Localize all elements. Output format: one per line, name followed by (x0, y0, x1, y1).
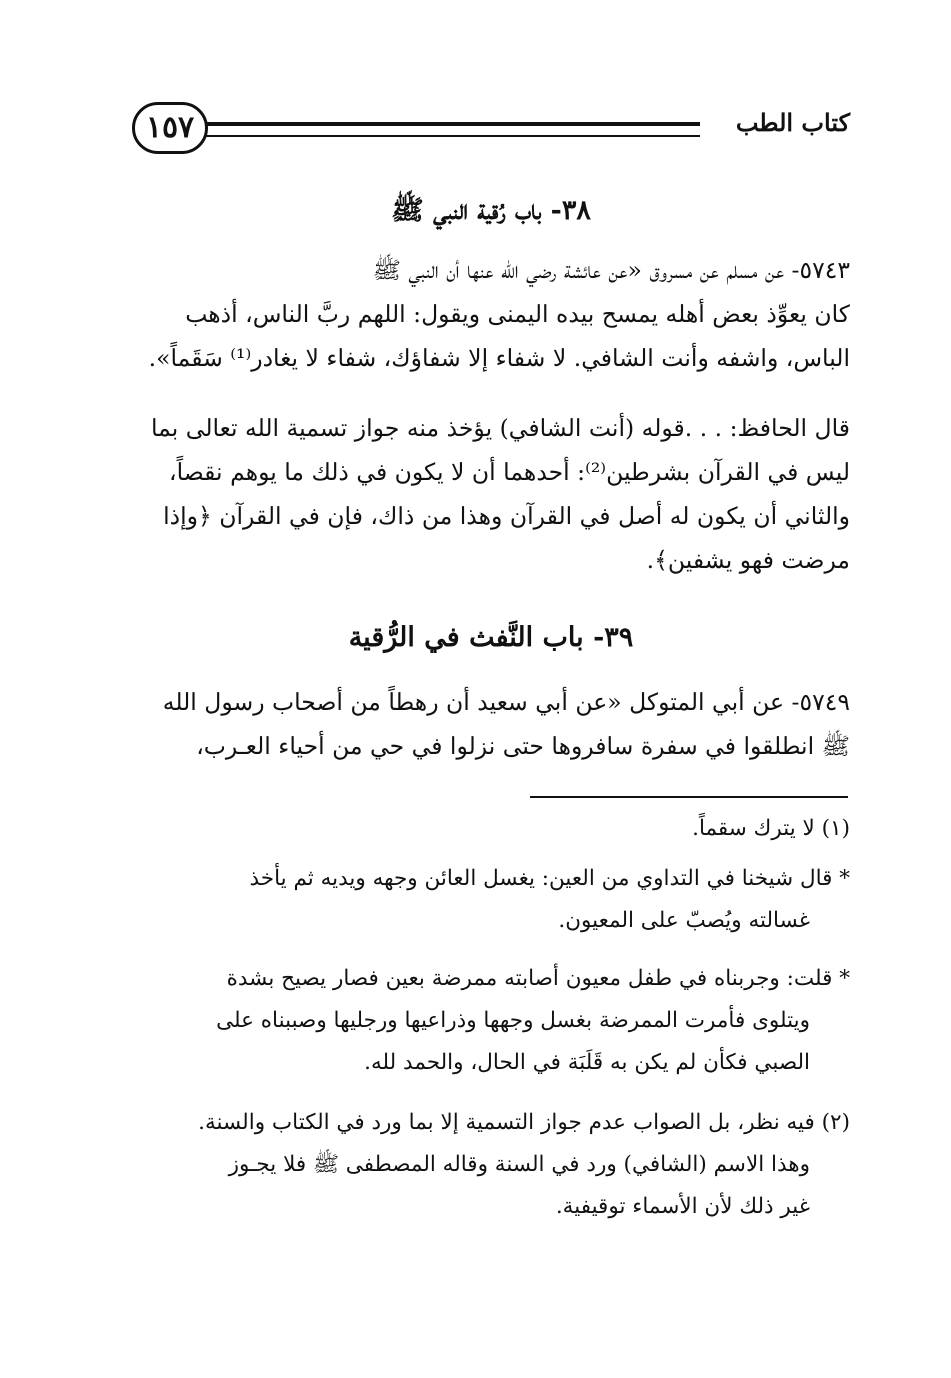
annotation-note (132, 958, 850, 1084)
text-line: كان يعوِّذ بعض أهله يمسح بيده اليمنى ويقول: اللهم ربَّ الناس، أذهب (185, 300, 850, 328)
book-title: كتاب الطب (735, 108, 850, 137)
text-line: ﷺ انطلقوا في سفرة سافروها حتى نزلوا في حي من أحياء العـرب، (196, 732, 850, 760)
footnote-line: غير ذلك لأن الأسماء توقيفية. (555, 1194, 810, 1219)
commentary-paragraph (132, 406, 850, 582)
annotation-note (132, 858, 850, 942)
text-line: ٥٧٤٩- عن أبي المتوكل «عن أبي سعيد أن رهطاً من أصحاب رسول الله (162, 688, 850, 716)
hadith-paragraph (132, 248, 850, 380)
chapter-heading: ٣٨- باب رُقية النبي ﷺ (391, 195, 591, 226)
text-line: قال الحافظ: . . .قوله (أنت الشافي) يؤخذ منه جواز تسمية الله تعالى بما (151, 414, 850, 442)
footnote-line: غسالته ويُصبّ على المعيون. (558, 908, 810, 933)
text-line: والثاني أن يكون له أصل في القرآن وهذا من ذاك، فإن في القرآن ﴿وإذا (163, 502, 850, 530)
text-line: ٥٧٤٣- عن مسلم عن مسروق «عن عائشة رضي الله عنها أن النبي ﷺ (372, 256, 850, 284)
header-double-rule (206, 122, 700, 137)
footnote-line: وهذا الاسم (الشافي) ورد في السنة وقاله المصطفى ﷺ فلا يجـوز (228, 1152, 810, 1177)
footnote-text: قال شيخنا في التداوي من العين: يغسل العائن وجهه ويديه ثم يأخذ (249, 866, 833, 891)
text-line: الباس، واشفه وأنت الشافي. لا شفاء إلا شفاؤك، شفاء لا يغادر⁽¹⁾ سَقَماً». (148, 344, 850, 372)
footnote-marker: (١) (821, 816, 850, 841)
text-line: مرضت فهو يشفين﴾. (646, 546, 850, 574)
running-header (132, 100, 850, 158)
asterisk-marker: * (839, 866, 850, 891)
footnote-text: قلت: وجربناه في طفل معيون أصابته ممرضة بعين فصار يصيح بشدة (226, 966, 833, 991)
footnote (132, 808, 850, 850)
footnote-text: لا يترك سقماً. (692, 816, 815, 841)
asterisk-marker: * (839, 966, 850, 991)
footnote-line (132, 808, 850, 850)
footnote-separator (530, 796, 848, 798)
footnote (132, 1102, 850, 1228)
footnote-line: الصبي فكأن لم يكن به قَلَبَة في الحال، والحمد لله. (364, 1050, 810, 1075)
footnote-marker: (٢) (821, 1110, 850, 1135)
page-number: ١٥٧ (132, 102, 208, 154)
footnote-text: فيه نظر، بل الصواب عدم جواز التسمية إلا بما ورد في الكتاب والسنة. (198, 1110, 815, 1135)
hadith-paragraph (132, 680, 850, 768)
footnote-line (132, 958, 850, 1000)
footnote-line (132, 1102, 850, 1144)
footnote-line (132, 858, 850, 900)
footnote-line: ويتلوى فأمرت الممرضة بغسل وجهها وذراعيها ورجليها وصببناه على (216, 1008, 810, 1033)
text-line: ليس في القرآن بشرطين⁽²⁾: أحدهما أن لا يكون في ذلك ما يوهم نقصاً، (169, 458, 850, 486)
chapter-heading: ٣٩- باب النَّفث في الرُّقية (348, 622, 634, 653)
